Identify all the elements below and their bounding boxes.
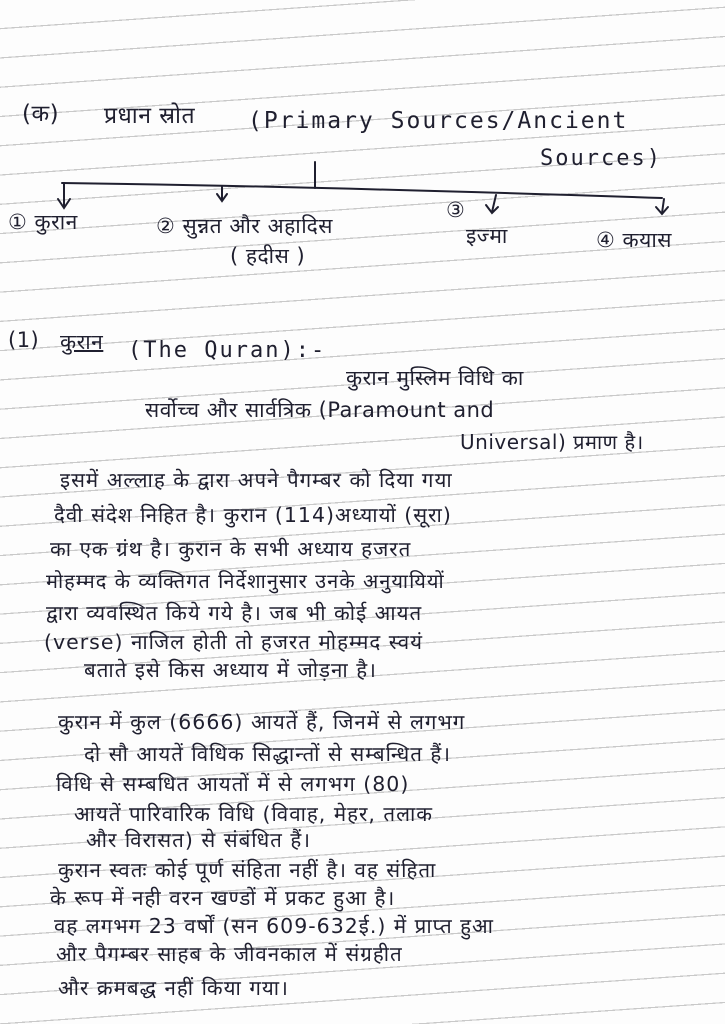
source-label: कयास	[622, 228, 672, 252]
source-label: सुन्नत और अहादिस	[182, 214, 333, 238]
paragraph-3-line: वह लगभग 23 वर्षों (सन 609-632ई.) में प्राप्त हुआ	[54, 914, 494, 938]
paragraph-1-line: द्वारा व्यवस्थित किये गये है। जब भी कोई आयत	[46, 601, 423, 625]
paragraph-1-line: (verse) नाजिल होती तो हजरत मोहम्मद स्वयं	[44, 630, 424, 654]
paragraph-2-line: और विरासत) से संबंधित हैं।	[86, 828, 312, 852]
paragraph-1-line: इसमें अल्लाह के द्वारा अपने पैगम्बर को दिया गया	[60, 468, 453, 492]
paragraph-1-line: का एक ग्रंथ है। कुरान के सभी अध्याय हजरत	[50, 537, 412, 561]
paragraph-2-line: आयतें पारिवारिक विधि (विवाह, मेहर, तलाक	[74, 802, 434, 826]
source-number: ①	[8, 210, 28, 234]
paragraph-2-line: विधि से सम्बधित आयतों में से लगभग (80)	[56, 772, 410, 796]
heading-title-english-2: Sources)	[540, 146, 662, 171]
heading-title-hindi: प्रधान स्रोत	[104, 103, 196, 129]
source-number: ④	[596, 228, 616, 252]
source-number-ijma: ③	[446, 198, 466, 222]
paragraph-2-line: कुरान में कुल (6666) आयतें हैं, जिनमें से लगभग	[58, 710, 466, 734]
heading-prefix: (क)	[22, 101, 60, 127]
section-intro-line-2: सर्वोच्च और सार्वत्रिक (Paramount and	[145, 398, 495, 422]
heading-title-english-1: (Primary Sources/Ancient	[248, 108, 629, 134]
paragraph-3-line: और पैगम्बर साहब के जीवनकाल में संग्रहीत	[56, 942, 403, 966]
source-item-qiyas	[596, 226, 672, 254]
paragraph-3-line: के रूप में नही वरन खण्डों में प्रकट हुआ है।	[50, 886, 396, 910]
paragraph-2-line: दो सौ आयतें विधिक सिद्धान्तों से सम्बन्धित हैं।	[84, 742, 452, 766]
section-title-hindi: कुरान	[60, 330, 104, 354]
source-item-sunnat-sub: ( हदीस )	[230, 244, 306, 268]
paragraph-3-line: कुरान स्वतः कोई पूर्ण संहिता नहीं है। वह संहिता	[58, 858, 437, 882]
source-label: कुरान	[34, 210, 78, 234]
paragraph-1-line: दैवी संदेश निहित है। कुरान (114)अध्यायों (सूरा)	[54, 503, 452, 527]
paragraph-1-line: बताते इसे किस अध्याय में जोड़ना है।	[84, 658, 377, 682]
section-number: (1)	[8, 328, 40, 352]
source-item-sunnat	[156, 212, 333, 240]
source-label-ijma: इज्मा	[466, 224, 508, 248]
section-intro-line-1: कुरान मुस्लिम विधि का	[346, 366, 524, 390]
source-number: ②	[156, 214, 176, 238]
section-title-english: (The Quran):-	[128, 338, 327, 363]
source-item-quran	[8, 208, 78, 236]
paragraph-1-line: मोहम्मद के व्यक्तिगत निर्देशानुसार उनके अनुयायियों	[46, 569, 445, 593]
paragraph-3-line: और क्रमबद्ध नहीं किया गया।	[58, 976, 289, 1000]
tree-branch	[62, 183, 662, 198]
section-intro-line-3: Universal) प्रमाण है।	[460, 430, 644, 454]
